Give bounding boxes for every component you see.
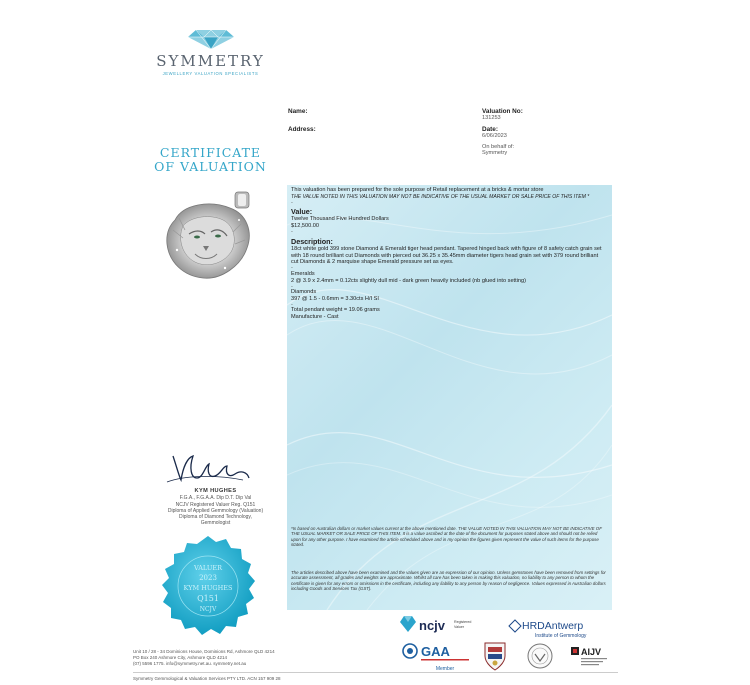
- hrd-text: HRDAntwerp: [522, 620, 584, 632]
- value-amount: $12,500.00: [291, 223, 319, 230]
- on-behalf-value: Symmetry: [482, 150, 508, 156]
- gaa-text: GAA: [421, 644, 450, 659]
- company-tagline: JEWELLERY VALUATION SPECIALISTS: [162, 71, 259, 76]
- crest-icon: [482, 640, 508, 672]
- company-name: SYMMETRY: [156, 52, 265, 70]
- emeralds-heading: Emeralds: [291, 270, 315, 277]
- ncjv-sub: Registered: [454, 620, 472, 624]
- name-field: [288, 108, 308, 115]
- emeralds-detail: 2 @ 3.9 x 2.4mm = 0.12cts slightly dull mid - dark green heavily included (nb glued into setting): [291, 277, 526, 284]
- gaa-mark-icon: [401, 640, 473, 674]
- certificate-title: [133, 146, 288, 174]
- ncjv-text: ncjv: [419, 618, 446, 633]
- market-notice: THE VALUE NOTED IN THIS VALUATION MAY NOT BE INDICATIVE OF THE USUAL MARKET OR SALE PRICE OF THIS ITEM *: [291, 193, 590, 200]
- description-heading: Description:: [291, 236, 333, 246]
- name-label: Name:: [288, 108, 308, 115]
- description-text: 18ct white gold 399 stone Diamond & Emerald tiger head pendant. Tapered hinged back with figure of 8 safety catch grain set with 18 round brilliant cut Diamonds with pierced out 36.25 x 35.45mm diameter tigers head grain set with 379 round brilliant cut Diamonds & 2 marquise shape Emerald pressure set as eyes.: [291, 245, 602, 266]
- valuer-line: Diploma of Applied Gemmology (Valuation): [167, 507, 264, 514]
- value-words: Twelve Thousand Five Hundred Dollars: [291, 216, 389, 223]
- seal-text: VALUER: [193, 564, 223, 572]
- certificate-page: [133, 8, 618, 685]
- disclaimer-examination: The articles described above have been examined and the values given are an expression of our opinion. Unless gemstones have been removed from settings for accurate assessment, all grades and weights are approximate. Whilst all care has been taken in making this valuation, no liability to any person to whom the certificate is given for any errors or omissions in the certificate, including any liability to any person by reason of negligence. Values expressed in Australian dollars including Goods and Services Tax (GST).: [291, 570, 606, 592]
- value-heading: Value:: [291, 207, 313, 217]
- on-behalf-label: On behalf of:: [482, 144, 515, 150]
- valuation-no-label: Valuation No:: [482, 108, 523, 115]
- date-value: 6/06/2023: [482, 133, 507, 139]
- diamond-logo-icon: [186, 28, 236, 50]
- weight-text: Total pendant weight = 19.06 grams: [291, 307, 380, 314]
- date-label: Date:: [482, 126, 498, 133]
- footer-company: Symmetry Gemmological & Valuation Services PTY LTD. ACN 157 909 28: [133, 676, 281, 681]
- circle-seal-logo: [526, 642, 554, 675]
- separator-dash: -: [291, 199, 293, 206]
- purpose-text: This valuation has been prepared for the sole purpose of Retail replacement at a bricks & mortar store: [291, 187, 544, 193]
- valuation-content-panel: [287, 185, 612, 610]
- gaa-logo: [401, 640, 473, 679]
- footer-address: [133, 649, 293, 667]
- seal-text: KYM HUGHES: [183, 584, 233, 592]
- valuer-seal-stamp: [148, 533, 268, 648]
- diamonds-detail: 397 @ 1.5 - 0.6mm = 3.30cts H/I SI: [291, 296, 379, 303]
- address-label: Address:: [288, 126, 316, 133]
- date-field: [482, 126, 507, 139]
- aijv-mark-icon: [570, 644, 614, 670]
- on-behalf-field: [482, 144, 514, 156]
- valuer-line: F.G.A., F.G.A.A. Dip D.T. Dip Val: [179, 495, 252, 502]
- certificate-title-line2: OF VALUATION: [154, 159, 267, 174]
- diamonds-heading: Diamonds: [291, 289, 317, 296]
- separator-dash: -: [291, 283, 293, 290]
- valuation-body: [291, 187, 607, 321]
- valuation-no-value: 131253: [482, 115, 501, 121]
- ncjv-logo: [398, 614, 478, 643]
- seal-text: NCJV: [199, 606, 217, 613]
- address-field: [288, 126, 316, 133]
- ncjv-sub: Valuer: [454, 625, 465, 629]
- valuer-line: NCJV Registered Valuer Reg. Q151: [175, 501, 256, 508]
- separator-dash: -: [291, 229, 293, 236]
- address-line: PO Box 240 Ashmore City, Ashmore QLD 4214: [133, 655, 227, 660]
- address-line: (07) 5596 1775. info@symmetry.net.au. symmetry.net.au: [133, 661, 247, 666]
- valuer-line: Diploma of Diamond Technology,: [179, 514, 252, 521]
- ncjv-mark-icon: [398, 614, 478, 638]
- valuer-signature: [163, 448, 253, 488]
- pendant-photo: [155, 190, 265, 285]
- seal-text: 2023: [199, 574, 217, 582]
- disclaimer-market-value: *Is based on Australian dollars or market values current at the above mentioned date. THE VALUE NOTED IN THIS VALUATION MAY NOT BE INDICATIVE OF THE USUAL MARKET OR SALE PRICE OF THIS ITEM. It is a value ascribed at the date of the document for purposes stated above and should not be relied upon for any other purpose. I have examined the article scheduled above and in my opinion the figures given represent the value of such items for the purpose stated.: [291, 526, 602, 548]
- valuer-details: [143, 488, 288, 527]
- address-line: Unit 10 / 28 - 34 Dominions House, Dominions Rd, Ashmore QLD 4214: [133, 649, 275, 654]
- footer-divider: [133, 672, 618, 673]
- gaa-member: Member: [435, 666, 455, 672]
- company-logo: [133, 28, 288, 76]
- hrd-mark-icon: [507, 618, 607, 640]
- valuer-line: Gemmologist: [200, 520, 231, 527]
- separator-dash: -: [291, 265, 293, 272]
- hrd-sub: Institute of Gemmology: [535, 633, 587, 639]
- aijv-text: AIJV: [581, 647, 602, 657]
- certificate-title-line1: CERTIFICATE: [159, 145, 262, 160]
- separator-dash: -: [291, 301, 293, 308]
- manufacture-text: Manufacture - Cast: [291, 314, 339, 321]
- aijv-logo: [570, 644, 614, 675]
- hrd-antwerp-logo: [507, 618, 607, 645]
- valuation-no-field: [482, 108, 523, 121]
- seal-text: Q151: [197, 594, 219, 603]
- valuer-name: KYM HUGHES: [194, 488, 237, 494]
- association-seal-icon: [526, 642, 554, 670]
